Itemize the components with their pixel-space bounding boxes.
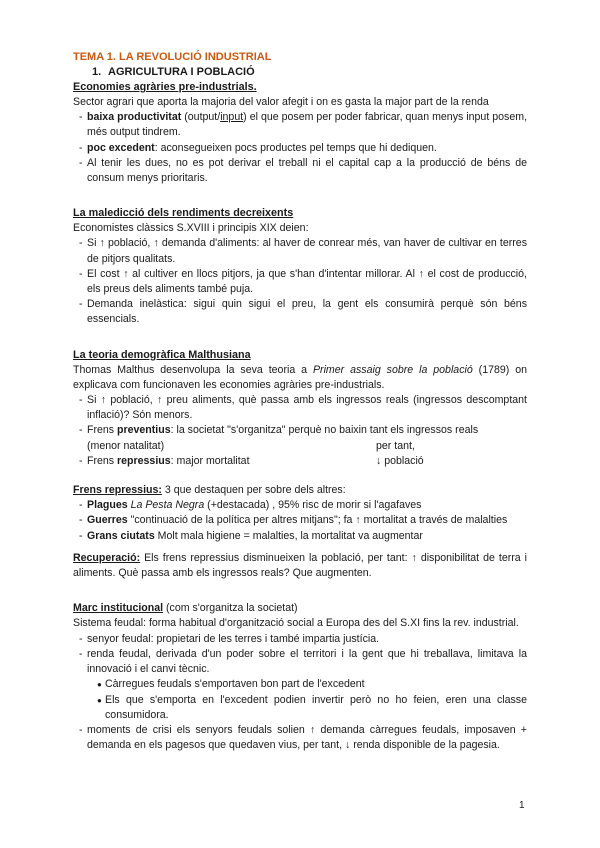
section-subtitle bbox=[92, 65, 527, 80]
paragraph-marc-institucional bbox=[73, 601, 527, 616]
list-item-preu-aliments: - Si ↑ població, ↑ preu aliments, què passa amb els ingressos reals (ingressos descomptant inflació)? Són menors. bbox=[79, 393, 527, 423]
text-fragment: (output/ bbox=[181, 111, 221, 124]
term-poc-excedent: poc excedent bbox=[87, 141, 155, 154]
bullet-carregues: ● Càrregues feudals s'emportaven bon part de l'excedent bbox=[97, 677, 527, 692]
term-guerres: Guerres bbox=[87, 514, 128, 527]
text-fragment: : aconsegueixen pocs productes pel temps que hi dediquen. bbox=[154, 141, 437, 154]
frens-preventius-line bbox=[87, 423, 527, 438]
text-fragment: 3 que destaquen per sobre dels altres: bbox=[161, 484, 346, 497]
heading-marc-institucional: Marc institucional bbox=[73, 602, 164, 615]
text-fragment: Thomas Malthus desenvolupa la seva teoria a bbox=[73, 363, 313, 376]
list-item-grans-ciutats bbox=[79, 529, 527, 544]
subtitle-number: 1. bbox=[92, 66, 102, 78]
list-item-renda-feudal bbox=[79, 647, 527, 723]
frens-repressius-left bbox=[87, 454, 376, 469]
list-item-senyor-feudal: - senyor feudal: propietari de les terres i també impartia justícia. bbox=[79, 632, 527, 647]
text-fragment: : la societat "s'organitza" perquè no baixin tant els ingressos reals bbox=[170, 424, 479, 437]
paragraph-sector-agrari: Sector agrari que aporta la majoria del valor afegit i on es gasta la major part de la renda bbox=[73, 96, 489, 108]
page-number: 1 bbox=[519, 800, 525, 811]
text-fragment: : major mortalitat bbox=[170, 454, 250, 467]
list-maledeccio bbox=[73, 236, 527, 327]
list-malthus bbox=[73, 393, 527, 469]
list-item-poc-excedent bbox=[79, 141, 527, 156]
term-plagues: Plagues bbox=[87, 499, 128, 512]
list-sub-bullets bbox=[87, 677, 527, 723]
list-item-al-tenir: - Al tenir les dues, no es pot derivar el treball ni el capital cap a la producció de béns de consum menys prioritaris. bbox=[79, 156, 527, 186]
list-item-guerres bbox=[79, 513, 527, 528]
term-grans-ciutats: Grans ciutats bbox=[87, 529, 155, 542]
text-fragment: Frens bbox=[87, 424, 118, 437]
paragraph-recuperacio bbox=[73, 551, 527, 581]
list-item-cost: - El cost ↑ al cultiver en llocs pitjors, ja que s'han d'intentar millorar. Al ↑ el cost de producció, els preus dels aliments també puja. bbox=[79, 267, 527, 297]
text-fragment: Molt mala higiene = malalties, la mortalitat va augmentar bbox=[154, 529, 423, 542]
paragraph-economistes: Economistes clàssics S.XVIII i principis XIX deien: bbox=[73, 222, 309, 235]
term-repressius: repressius bbox=[117, 454, 171, 467]
text-fragment: (com s'organitza la societat) bbox=[163, 602, 298, 615]
heading-economies-agraries: Economies agràries pre-industrials. bbox=[73, 81, 257, 93]
frens-preventius-second-line bbox=[87, 439, 527, 454]
text-fragment: (1789) on explicava com funcionaven les economies agràries pre-industrials. bbox=[73, 363, 528, 391]
heading-recuperacio: Recuperació: bbox=[73, 551, 141, 564]
paragraph-frens-repressius bbox=[73, 483, 527, 498]
book-title: Primer assaig sobre la població bbox=[312, 363, 473, 376]
heading-frens-repressius: Frens repressius: bbox=[73, 484, 162, 497]
text-fragment: Frens bbox=[87, 454, 118, 467]
paragraph-sistema-feudal: Sistema feudal: forma habitual d'organització social a Europa des del S.XI fins la rev. industrial. bbox=[73, 617, 519, 630]
term-preventius: preventius bbox=[117, 424, 171, 437]
text-pesta-negra: La Pesta Negra bbox=[130, 499, 205, 512]
frens-repressius-line bbox=[87, 454, 527, 469]
list-marc-institucional bbox=[73, 632, 527, 754]
page-content bbox=[73, 50, 527, 753]
list-item-plagues bbox=[79, 498, 527, 513]
list-item-baixa-productivitat bbox=[79, 110, 527, 140]
list-frens-repressius bbox=[73, 498, 527, 544]
paragraph-thomas-malthus bbox=[73, 363, 527, 393]
list-item-moments-crisi: - moments de crisi els senyors feudals solien ↑ demanda càrregues feudals, imposaven + demanda en els pagesos que quedaven vius, per tant, ↓ renda disponible de la pagesia. bbox=[79, 723, 527, 753]
text-baixa-poblacio: ↓ població bbox=[376, 454, 424, 467]
term-baixa-productivitat: baixa productivitat bbox=[87, 111, 182, 124]
bullet-excedent: ● Els que s'emporta en l'excedent podien invertir però no ho feien, eren una classe consumidora. bbox=[97, 693, 527, 723]
text-renda-feudal: - renda feudal, derivada d'un poder sobre el territori i la gent que hi treballava, limitava la innovació i el canvi tècnic. bbox=[87, 647, 527, 676]
heading-malthusiana: La teoria demogràfica Malthusiana bbox=[73, 348, 251, 361]
text-fragment: Els frens repressius disminueixen la població, per tant: ↑ disponibilitat de terra i aliments. Què passa amb els ingressos reals? Que augmenten. bbox=[73, 551, 527, 580]
heading-maledeccio: La maledicció dels rendiments decreixents bbox=[73, 207, 294, 220]
list-item-frens-repressius bbox=[79, 454, 527, 469]
document-title: TEMA 1. LA REVOLUCIÓ INDUSTRIAL bbox=[73, 51, 272, 63]
text-fragment: (+destacada) , 95% risc de morir si l'agafaves bbox=[204, 499, 422, 512]
text-underlined-input: input bbox=[220, 111, 244, 124]
text-fragment: "continuació de la política per altres mitjans"; fa ↑ mortalitat a través de malalties bbox=[127, 514, 508, 527]
list-economies bbox=[73, 110, 527, 186]
text-menor-natalitat: (menor natalitat) bbox=[87, 439, 165, 452]
list-item-demanda-inelastica: - Demanda inelàstica: sigui quin sigui el preu, la gent els consumirà perquè són béns essencials. bbox=[79, 297, 527, 327]
subtitle-text: AGRICULTURA I POBLACIÓ bbox=[108, 66, 255, 78]
text-per-tant: per tant, bbox=[376, 439, 415, 452]
list-item-frens-preventius bbox=[79, 423, 527, 453]
list-item-poblacio-demanda: - Si ↑ població, ↑ demanda d'aliments: al haver de conrear més, van haver de cultivar en terres de pitjors qualitats. bbox=[79, 236, 527, 266]
text-fragment: ) el que posem per poder fabricar, quan menys input posem, més output tindrem. bbox=[87, 111, 528, 139]
